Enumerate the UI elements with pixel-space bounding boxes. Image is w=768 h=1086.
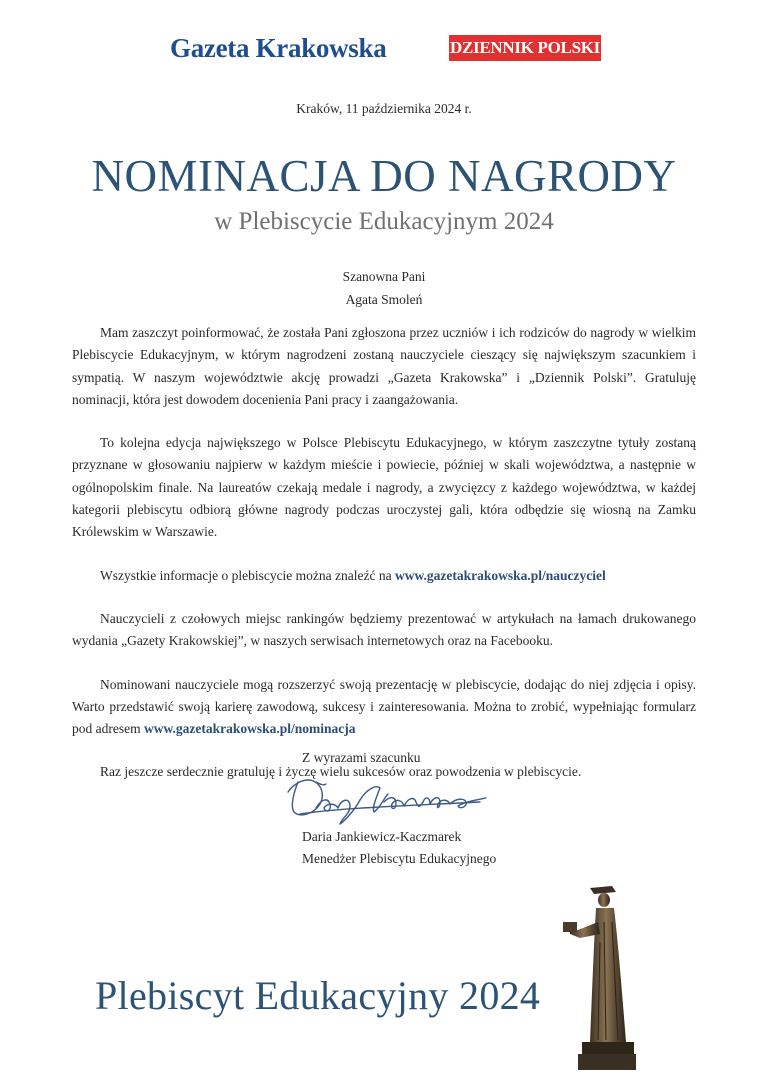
paragraph-6: Raz jeszcze serdecznie gratuluję i życzę wielu sukcesów oraz powodzenia w plebiscycie. xyxy=(100,764,582,780)
teacher-info-link[interactable]: www.gazetakrakowska.pl/nauczyciel xyxy=(395,567,606,583)
page-subtitle: w Plebiscycie Edukacyjnym 2024 xyxy=(214,208,554,235)
footer-title: Plebiscyt Edukacyjny 2024 xyxy=(95,973,541,1018)
page-title: NOMINACJA DO NAGRODY xyxy=(91,151,677,201)
paragraph-5-text: Nominowani nauczyciele mogą rozszerzyć swoją prezentację w plebiscycie, dodając do niej zdjęcia i opisy. Warto przedstawić swoją karierę zawodową, sukcesy i zainteresowania. Można to zrobić, wypełniając formularz pod adresem xyxy=(72,676,696,737)
paragraph-1: Mam zaszczyt poinformować, że została Pani zgłoszona przez uczniów i ich rodziców do nagrody w wielkim Plebiscycie Edukacyjnym, w którym nagrodzeni zostaną nauczyciele cieszący się największym szacunkiem i sympatią. W naszym województwie akcję prowadzi „Gazeta Krakowska” i „Dziennik Polski”. Gratuluję nominacji, która jest dowodem docenienia Pani pracy i zaangażowania. xyxy=(72,325,696,407)
signer-name: Daria Jankiewicz-Kaczmarek xyxy=(302,829,462,844)
salutation-greeting: Szanowna Pani xyxy=(342,269,426,284)
closing-regards: Z wyrazami szacunku xyxy=(302,750,421,765)
signer-block xyxy=(302,826,496,870)
letter-body xyxy=(72,322,696,805)
dziennik-polski-logo: DZIENNIK POLSKI xyxy=(449,35,601,61)
letter-date: Kraków, 11 października 2024 r. xyxy=(296,101,472,116)
salutation xyxy=(0,265,768,311)
nomination-form-link[interactable]: www.gazetakrakowska.pl/nominacja xyxy=(143,721,356,737)
paragraph-2: To kolejna edycja największego w Polsce Plebiscytu Edukacyjnego, w którym zaszczytne tytuły zostaną przyznane w głosowaniu najpierw w każdym mieście i powiecie, później w skali województwa, a następnie w ogólnopolskim finale. Na laureatów czekają medale i nagrody, a zwycięzcy z każdego województwa, w każdej kategorii plebiscytu odbiorą główne nagrody podczas uroczystej gali, która odbędzie się wiosną na Zamku Królewskim w Warszawie. xyxy=(72,435,696,540)
paragraph-3 xyxy=(72,565,696,587)
signer-role: Menedżer Plebiscytu Edukacyjnego xyxy=(302,851,497,866)
gazeta-krakowska-logo: Gazeta Krakowska xyxy=(170,33,387,63)
handwritten-signature-icon xyxy=(280,768,495,828)
paragraph-4: Nauczycieli z czołowych miejsc rankingów będziemy prezentować w artykułach na łamach drukowanego wydania „Gazety Krakowskiej”, w naszych serwisach internetowych oraz na Facebooku. xyxy=(72,610,696,649)
statuette-icon xyxy=(560,882,638,1072)
paragraph-3-text: Wszystkie informacje o plebiscycie można znaleźć na xyxy=(100,567,395,583)
paragraph-5 xyxy=(72,674,696,741)
recipient-name: Agata Smoleń xyxy=(345,292,423,307)
